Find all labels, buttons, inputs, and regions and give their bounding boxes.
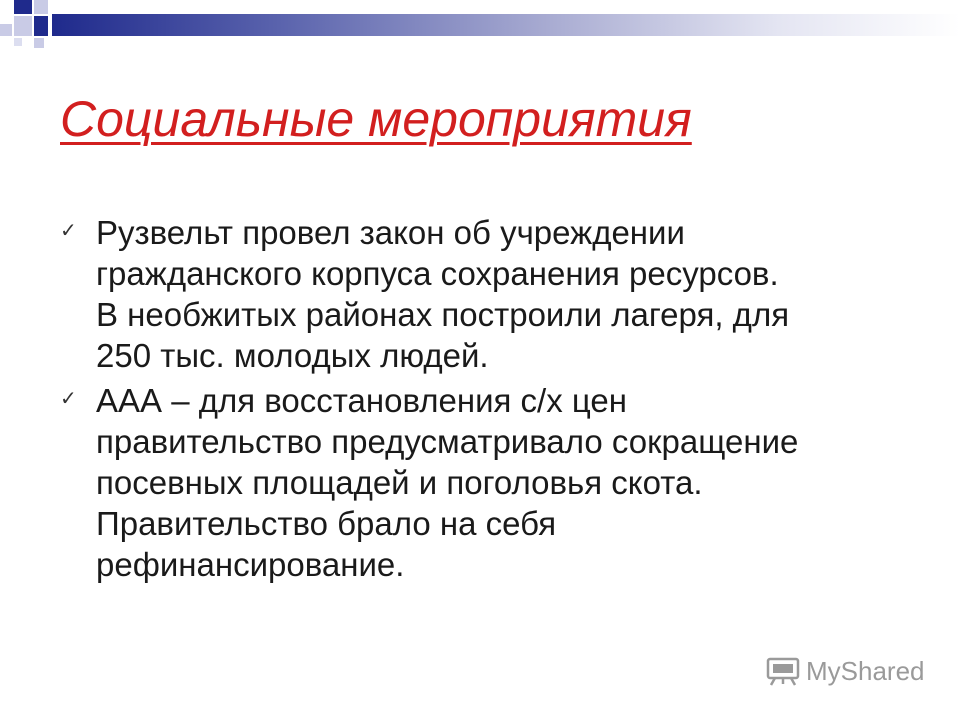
bullet-item	[60, 212, 920, 376]
decorative-square	[14, 16, 32, 36]
decorative-square	[34, 38, 44, 48]
watermark	[766, 656, 925, 686]
checkmark-icon: ✓	[60, 386, 77, 410]
bullet-text: ААА – для восстановления с/х цен правительство предусматривало сокращение посевных площадей и поголовья скота. Правительство брало на себя рефинансирование.	[96, 382, 799, 583]
projector-icon	[766, 656, 800, 686]
checkmark-icon: ✓	[60, 218, 77, 242]
decorative-square	[34, 16, 48, 36]
watermark-text: MyShared	[806, 656, 925, 686]
decorative-square	[34, 0, 48, 14]
header-gradient-bar	[52, 14, 960, 36]
bullet-item	[60, 380, 920, 585]
decorative-square	[0, 24, 12, 36]
decorative-square	[14, 0, 32, 14]
decorative-square	[14, 38, 22, 46]
bullet-text: Рузвельт провел закон об учреждении гражданского корпуса сохранения ресурсов. В необжитых районах построили лагеря, для 250 тыс. молодых людей.	[96, 214, 790, 374]
bullet-list	[60, 212, 920, 589]
slide-title: Социальные мероприятия	[60, 91, 692, 147]
